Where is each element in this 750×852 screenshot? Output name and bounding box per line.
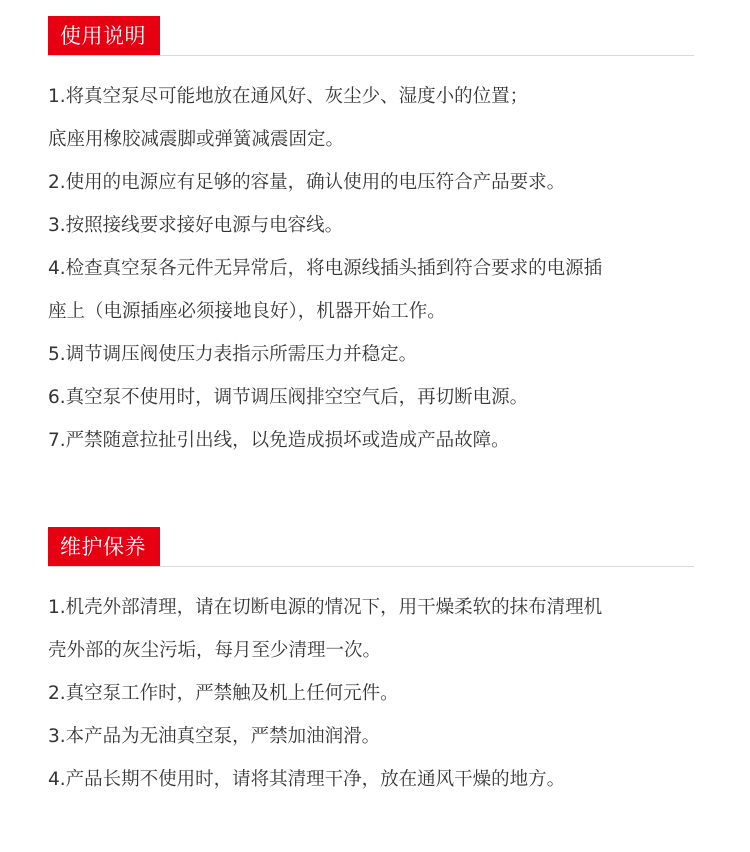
maintenance-line-2: 壳外部的灰尘污垢，每月至少清理一次。 — [48, 640, 382, 661]
usage-line-5: 4.检查真空泵各元件无异常后，将电源线插头插到符合要求的电源插 — [48, 258, 603, 279]
maintenance-line-3: 2.真空泵工作时，严禁触及机上任何元件。 — [48, 683, 399, 704]
maintenance-section-title: 维护保养 — [48, 527, 160, 567]
maintenance-line-1: 1.机壳外部清理，请在切断电源的情况下，用干燥柔软的抹布清理机 — [48, 597, 603, 618]
maintenance-list — [48, 586, 694, 801]
maintenance-header-divider — [48, 566, 694, 567]
usage-line-6: 座上（电源插座必须接地良好），机器开始工作。 — [48, 301, 446, 322]
usage-section-title: 使用说明 — [48, 16, 160, 56]
maintenance-section-header — [48, 527, 694, 567]
maintenance-section — [48, 527, 694, 801]
usage-header-divider — [48, 55, 694, 56]
usage-section-header — [48, 16, 694, 56]
usage-line-8: 6.真空泵不使用时，调节调压阀排空空气后，再切断电源。 — [48, 387, 529, 408]
usage-line-2: 底座用橡胶减震脚或弹簧减震固定。 — [48, 129, 345, 150]
usage-line-4: 3.按照接线要求接好电源与电容线。 — [48, 215, 344, 236]
usage-instructions-list — [48, 75, 694, 462]
usage-line-7: 5.调节调压阀使压力表指示所需压力并稳定。 — [48, 344, 418, 365]
maintenance-line-5: 4.产品长期不使用时，请将其清理干净，放在通风干燥的地方。 — [48, 769, 566, 790]
usage-line-1: 1.将真空泵尽可能地放在通风好、灰尘少、湿度小的位置； — [48, 86, 529, 107]
usage-line-3: 2.使用的电源应有足够的容量，确认使用的电压符合产品要求。 — [48, 172, 566, 193]
usage-line-9: 7.严禁随意拉扯引出线，以免造成损坏或造成产品故障。 — [48, 430, 510, 451]
maintenance-line-4: 3.本产品为无油真空泵，严禁加油润滑。 — [48, 726, 381, 747]
usage-section — [48, 16, 694, 462]
